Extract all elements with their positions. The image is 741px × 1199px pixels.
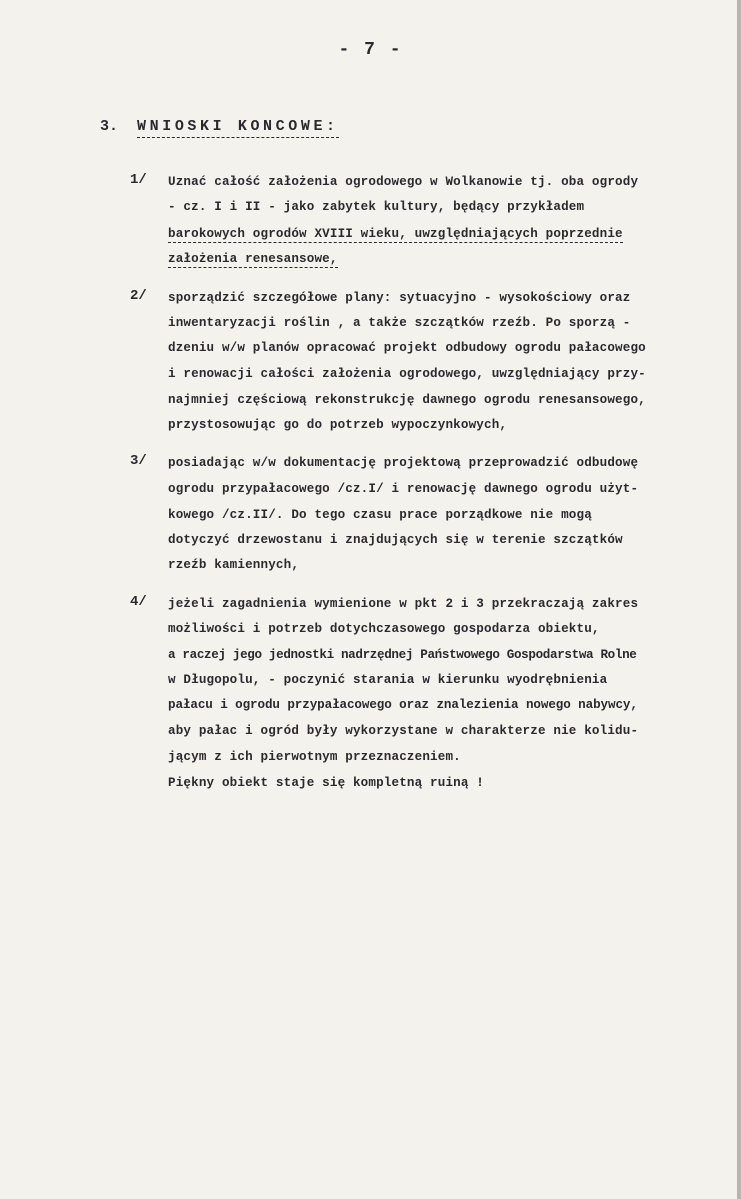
- item-line: sporządzić szczegółowe plany: sytuacyjno - wysokościowy oraz: [168, 291, 631, 305]
- item-line: Piękny obiekt staje się kompletną ruiną !: [168, 776, 485, 790]
- item-line: aby pałac i ogród były wykorzystane w charakterze nie kolidu-: [168, 724, 639, 738]
- item-line: dzeniu w/w planów opracować projekt odbudowy ogrodu pałacowego: [168, 341, 646, 355]
- item-line: pałacu i ogrodu przypałacowego oraz znalezienia nowego nabywcy,: [168, 698, 638, 712]
- item-line: ogrodu przypałacowego /cz.I/ i renowację dawnego ogrodu użyt-: [168, 482, 639, 496]
- section-number: 3.: [100, 118, 119, 135]
- item-line: przystosowując go do potrzeb wypoczynkowych,: [168, 418, 508, 432]
- section-title: WNIOSKI KONCOWE:: [137, 118, 339, 138]
- item-line-text: założenia renesansowe,: [168, 252, 338, 266]
- item-line: i renowacji całości założenia ogrodowego, uwzględniający przy-: [168, 367, 646, 381]
- item-line: jeżeli zagadnienia wymienione w pkt 2 i 3 przekraczają zakres: [168, 597, 639, 611]
- item-line: najmniej częściową rekonstrukcję dawnego ogrodu renesansowego,: [168, 393, 646, 407]
- item-line: jącym z ich pierwotnym przeznaczeniem.: [168, 750, 461, 764]
- section-heading: [100, 118, 339, 135]
- item-number: 4/: [130, 594, 147, 610]
- item-line: w Długopolu, - poczynić starania w kierunku wyodrębnienia: [168, 673, 608, 687]
- item-line-text: - cz. I i II - jako zabytek kultury, będący przykładem: [168, 200, 585, 214]
- page-edge-shadow: [737, 0, 741, 1199]
- item-number: 3/: [130, 453, 147, 469]
- item-line: [168, 250, 338, 268]
- item-line: [168, 225, 623, 243]
- item-line: [168, 198, 584, 216]
- item-line: możliwości i potrzeb dotychczasowego gospodarza obiektu,: [168, 622, 600, 636]
- item-number: 2/: [130, 288, 147, 304]
- item-line: posiadając w/w dokumentację projektową przeprowadzić odbudowę: [168, 456, 639, 470]
- item-line: inwentaryzacji roślin , a także szczątków rzeźb. Po sporzą -: [168, 316, 631, 330]
- item-line: Uznać całość założenia ogrodowego w Wolkanowie tj. oba ogrody: [168, 175, 639, 189]
- page-number: - 7 -: [338, 40, 403, 60]
- item-line: dotyczyć drzewostanu i znajdujących się w terenie szczątków: [168, 533, 623, 547]
- item-number: 1/: [130, 172, 147, 188]
- item-line-text: barokowych ogrodów XVIII wieku, uwzględniających poprzednie: [168, 227, 623, 241]
- item-line: kowego /cz.II/. Do tego czasu prace porządkowe nie mogą: [168, 508, 592, 522]
- item-line: a raczej jego jednostki nadrzędnej Państwowego Gospodarstwa Rolne: [168, 648, 637, 662]
- item-line: rzeźb kamiennych,: [168, 558, 300, 572]
